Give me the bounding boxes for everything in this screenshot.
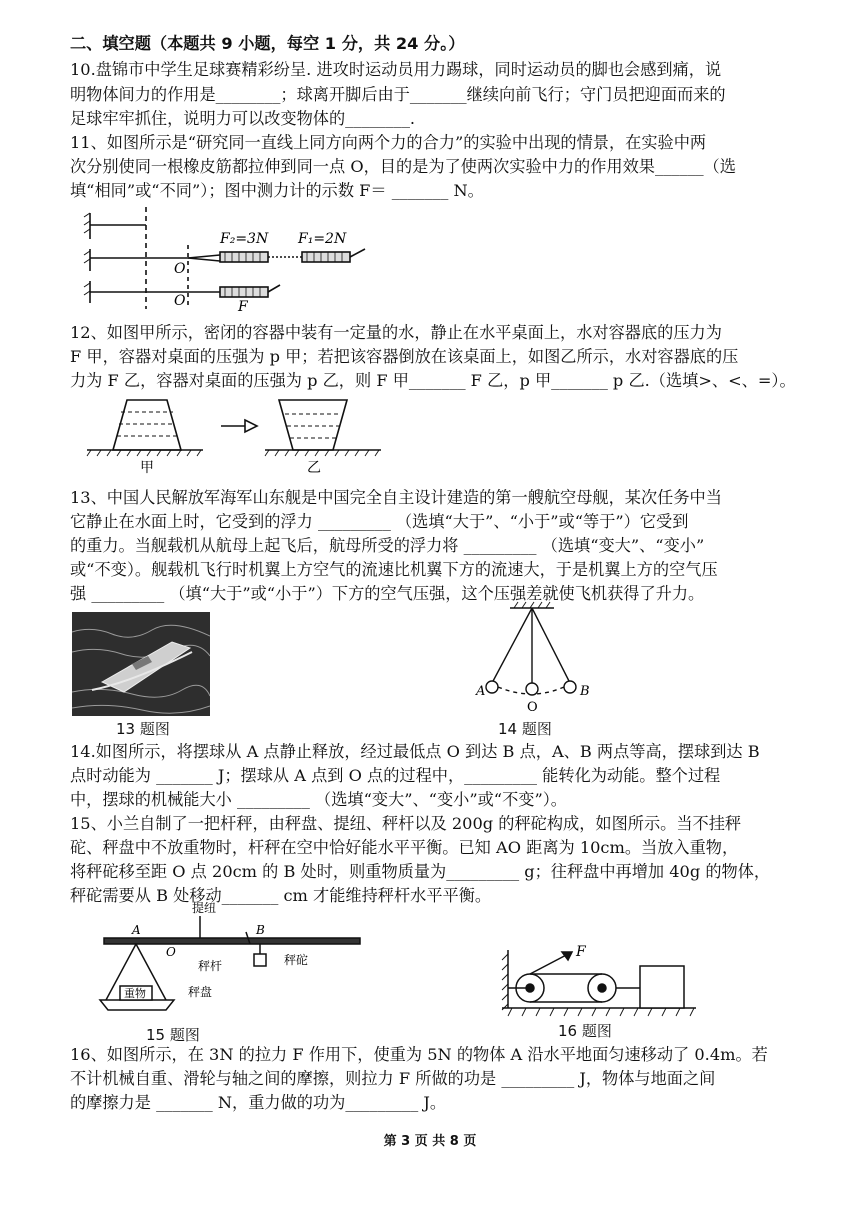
q13-line-4: 或“不变）。舰载机飞行时机翼上方空气的流速比机翼下方的流速大，于是机翼上方的空气压 [70,560,718,579]
aircraft-carrier-photo [72,612,210,716]
q11-line-3: 填“相同”或“不同”）；图中测力计的示数 F＝ _______ N。 [70,181,484,200]
q15-steelyard-figure [100,900,370,1025]
pendulum-label-o: O [527,700,538,715]
q15-line-4: 秤砣需要从 B 处移动_______ cm 才能维持秤杆水平平衡。 [70,886,492,905]
q15-caption: 15 题图 [146,1026,200,1044]
zhongwu-label: 重物 [124,987,146,1000]
q10-line-1: 10.盘锦市中学生足球赛精彩纷呈. 进攻时运动员用力踢球，同时运动员的脚也会感到痛，说 [70,60,722,79]
q14-pendulum-figure [470,605,600,715]
q13-line-2: 它静止在水面上时，它受到的浮力 _________ （选填“大于”、“小于”或“等于”）它受到 [70,512,689,531]
f1-label: F₁=2N [298,231,347,247]
q13-line-3: 的重力。当舰载机从航母上起飞后，航母所受的浮力将 _________ （选填“变大”、“变小” [70,536,705,555]
q16-line-3: 的摩擦力是 _______ N，重力做的功为_________ J。 [70,1093,447,1112]
pendulum-label-a: A [476,684,486,699]
q14-line-1: 14.如图所示，将摆球从 A 点静止释放，经过最低点 O 到达 B 点，A、B 两点等高，摆球到达 B [70,742,760,761]
q12-line-2: F 甲，容器对桌面的压强为 p 甲；若把该容器倒放在该桌面上，如图乙所示，水对容器底的压 [70,347,739,366]
q14-line-2: 点时动能为 _______ J；摆球从 A 点到 O 点的过程中，_________ 能转化为动能。整个过程 [70,766,721,785]
q10-line-3: 足球牢牢抓住，说明力可以改变物体的________. [70,109,416,128]
q12-line-1: 12、如图甲所示，密闭的容器中装有一定量的水，静止在水平桌面上，水对容器底的压力为 [70,323,722,342]
q12-line-3: 力为 F 乙，容器对桌面的压强为 p 乙，则 F 甲_______ F 乙，p 甲_______ p 乙.（选填>、<、=）。 [70,371,796,390]
q15-line-1: 15、小兰自制了一把杆秤，由秤盘、提纽、秤杆以及 200g 的秤砣构成，如图所示。当不挂秤 [70,814,742,833]
q12-figure [85,392,385,474]
q16-line-1: 16、如图所示，在 3N 的拉力 F 作用下，使重为 5N 的物体 A 沿水平地面匀速移动了 0.4m。若 [70,1045,768,1064]
tinu-label: 提纽 [192,901,217,915]
q11-figure [80,205,380,315]
q16-caption: 16 题图 [558,1022,612,1040]
q15-line-3: 将秤砣移至距 O 点 20cm 的 B 处时，则重物质量为_________ g；往秤盘中再增加 40g 的物体， [70,862,771,881]
steelyard-label-a: A [132,923,141,937]
q11-line-2: 次分别使同一根橡皮筋都拉伸到同一点 O，目的是为了使两次实验中力的作用效果______（选 [70,157,736,176]
q13-line-1: 13、中国人民解放军海军山东舰是中国完全自主设计建造的第一艘航空母舰，某次任务中当 [70,488,722,507]
steelyard-label-b: B [256,923,265,937]
q11-line-1: 11、如图所示是“研究同一直线上同方向两个力的合力”的实验中出现的情景，在实验中两 [70,133,707,152]
page-footer: 第 3 页 共 8 页 [383,1134,477,1149]
chenggan-label: 秤杆 [198,959,223,973]
chengtuo-label: 秤砣 [284,953,309,967]
f2-label: F₂=3N [220,231,269,247]
pendulum-label-b: B [580,684,590,699]
q15-line-2: 砣、秤盘中不放重物时，杆秤在空中恰好能水平平衡。已知 AO 距离为 10cm。当放入重物， [70,838,739,857]
pulley-label-f: F [576,944,586,960]
f-label: F [238,299,248,315]
q16-pulley-figure [500,940,700,1025]
section-title: 二、填空题（本题共 9 小题，每空 1 分，共 24 分。） [70,34,465,53]
q13-caption: 13 题图 [116,720,170,738]
o-label-2: O [174,293,186,309]
chengpan-label: 秤盘 [188,985,213,999]
q13-line-5: 强 _________ （填“大于”或“小于”）下方的空气压强，这个压强差就使飞机获得了升力。 [70,584,705,603]
q16-line-2: 不计机械自重、滑轮与轴之间的摩擦，则拉力 F 所做的功是 _________ J，物体与地面之间 [70,1069,716,1088]
o-label-1: O [174,261,186,277]
steelyard-label-o: O [166,945,176,959]
q14-line-3: 中，摆球的机械能大小 _________ （选填“变大”、“变小”或“不变”）。 [70,790,567,809]
label-jia: 甲 [140,460,154,476]
label-yi: 乙 [307,460,321,476]
q14-caption: 14 题图 [498,720,552,738]
q10-line-2: 明物体间力的作用是________；球离开脚后由于_______继续向前飞行；守门员把迎面而来的 [70,85,726,104]
